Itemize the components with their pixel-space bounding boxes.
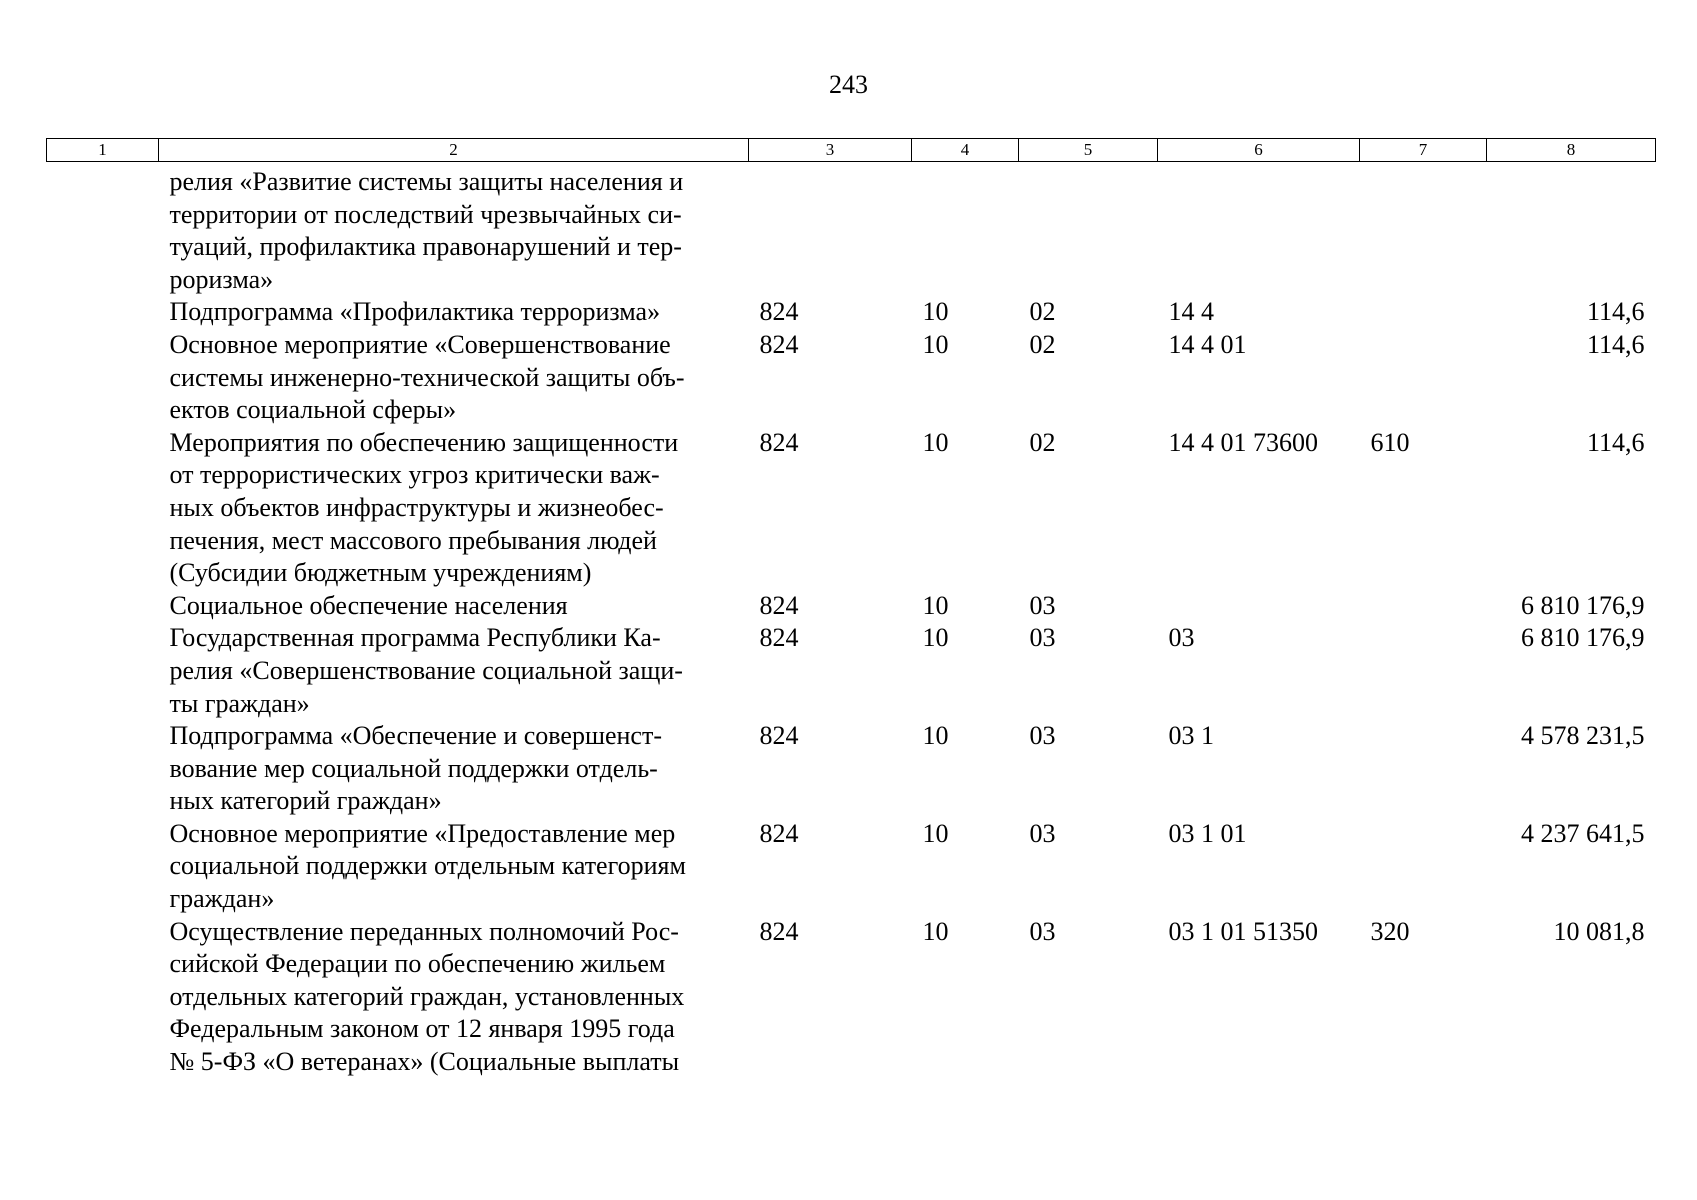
row-col1-cell — [47, 590, 159, 623]
row-col1-cell — [47, 162, 159, 297]
amount-cell: 6 810 176,9 — [1521, 590, 1645, 620]
description-line: (Субсидии бюджетным учреждениям) — [169, 558, 592, 588]
target-article-cell: 14 4 — [1168, 297, 1214, 327]
description-line: релия «Совершенствование социальной защи- — [169, 655, 683, 685]
subsection-code-cell: 03 — [1029, 916, 1056, 946]
expense-type-cell — [1360, 818, 1487, 916]
row-col1-cell — [47, 622, 159, 720]
description-line: от террористических угроз критически важ- — [169, 460, 660, 490]
admin-code-cell: 824 — [759, 427, 799, 457]
description-line: Федеральным законом от 12 января 1995 года — [169, 1014, 675, 1044]
description-line: территории от последствий чрезвычайных си- — [169, 199, 682, 229]
table-row — [47, 329, 1656, 427]
expense-type-cell: 610 — [1370, 427, 1410, 457]
description-line: социальной поддержки отдельным категориям — [169, 851, 686, 881]
description-line: печения, мест массового пребывания людей — [169, 525, 657, 555]
description-line: Социальное обеспечение населения — [169, 590, 568, 620]
description-cell — [159, 427, 749, 590]
target-article-cell: 03 1 01 — [1168, 818, 1247, 848]
subsection-code-cell: 03 — [1029, 818, 1056, 848]
description-line: сийской Федерации по обеспечению жильем — [169, 949, 666, 979]
description-line: ных категорий граждан» — [169, 786, 442, 816]
row-col1-cell — [47, 916, 159, 1079]
description-cell — [159, 162, 749, 297]
section-code-cell: 10 — [922, 818, 949, 848]
target-article-cell — [1158, 590, 1360, 623]
table-row — [47, 720, 1656, 818]
admin-code-cell: 824 — [759, 916, 799, 946]
description-line: Мероприятия по обеспечению защищенности — [169, 427, 679, 457]
target-article-cell: 03 1 — [1168, 721, 1214, 751]
description-cell — [159, 329, 749, 427]
row-col1-cell — [47, 427, 159, 590]
target-article-cell: 14 4 01 73600 — [1168, 427, 1318, 457]
subsection-code-cell: 03 — [1029, 623, 1056, 653]
target-article-cell: 14 4 01 — [1168, 329, 1247, 359]
description-line: Подпрограмма «Обеспечение и совершенст- — [169, 721, 662, 751]
admin-code-cell: 824 — [759, 329, 799, 359]
subsection-code-cell: 02 — [1029, 427, 1056, 457]
amount-cell: 4 237 641,5 — [1521, 818, 1645, 848]
expense-type-cell — [1360, 590, 1487, 623]
row-col1-cell — [47, 296, 159, 329]
expense-type-cell — [1360, 622, 1487, 720]
description-cell — [159, 818, 749, 916]
description-line: ектов социальной сферы» — [169, 395, 457, 425]
subsection-code-cell: 03 — [1029, 590, 1056, 620]
expense-type-cell — [1360, 296, 1487, 329]
section-code-cell: 10 — [922, 329, 949, 359]
admin-code-cell: 824 — [759, 590, 799, 620]
section-code-cell: 10 — [922, 623, 949, 653]
description-line: Основное мероприятие «Предоставление мер — [169, 818, 676, 848]
table-row — [47, 590, 1656, 623]
table-body — [47, 162, 1656, 1079]
description-line: системы инженерно-технической защиты объ- — [169, 362, 685, 392]
amount-cell — [1487, 162, 1656, 297]
description-line: отдельных категорий граждан, установленных — [169, 981, 685, 1011]
column-header-1: 1 — [47, 139, 159, 162]
description-line: № 5-ФЗ «О ветеранах» (Социальные выплаты — [169, 1047, 680, 1077]
description-cell — [159, 296, 749, 329]
subsection-code-cell: 03 — [1029, 721, 1056, 751]
amount-cell: 114,6 — [1586, 427, 1645, 457]
page-number: 243 — [829, 70, 868, 99]
section-code-cell: 10 — [922, 590, 949, 620]
admin-code-cell: 824 — [759, 623, 799, 653]
row-col1-cell — [47, 720, 159, 818]
budget-table — [46, 138, 1656, 1079]
table-row — [47, 818, 1656, 916]
target-article-cell: 03 — [1168, 623, 1195, 653]
description-line: ты граждан» — [169, 688, 310, 718]
target-article-cell — [1158, 162, 1360, 297]
expense-type-cell: 320 — [1370, 916, 1410, 946]
amount-cell: 4 578 231,5 — [1521, 721, 1645, 751]
section-code-cell — [912, 162, 1019, 297]
section-code-cell: 10 — [922, 297, 949, 327]
amount-cell: 114,6 — [1586, 297, 1645, 327]
description-cell — [159, 720, 749, 818]
column-header-5: 5 — [1019, 139, 1158, 162]
description-line: роризма» — [169, 264, 274, 294]
column-header-8: 8 — [1487, 139, 1656, 162]
admin-code-cell: 824 — [759, 297, 799, 327]
expense-type-cell — [1360, 720, 1487, 818]
description-line: Государственная программа Республики Ка- — [169, 623, 661, 653]
table-row — [47, 296, 1656, 329]
amount-cell: 6 810 176,9 — [1521, 623, 1645, 653]
description-line: туаций, профилактика правонарушений и тер- — [169, 232, 682, 262]
admin-code-cell: 824 — [759, 818, 799, 848]
table-row — [47, 162, 1656, 297]
section-code-cell: 10 — [922, 427, 949, 457]
column-number-header-row — [47, 139, 1656, 162]
row-col1-cell — [47, 818, 159, 916]
description-line: Подпрограмма «Профилактика терроризма» — [169, 297, 661, 327]
description-line: вование мер социальной поддержки отдель- — [169, 753, 658, 783]
description-cell — [159, 590, 749, 623]
section-code-cell: 10 — [922, 721, 949, 751]
description-line: ных объектов инфраструктуры и жизнеобес- — [169, 492, 664, 522]
column-header-3: 3 — [749, 139, 912, 162]
target-article-cell: 03 1 01 51350 — [1168, 916, 1318, 946]
amount-cell: 114,6 — [1586, 329, 1645, 359]
table-row — [47, 916, 1656, 1079]
expense-type-cell — [1360, 162, 1487, 297]
description-line: граждан» — [169, 884, 275, 914]
description-cell — [159, 622, 749, 720]
subsection-code-cell — [1019, 162, 1158, 297]
admin-code-cell: 824 — [759, 721, 799, 751]
row-col1-cell — [47, 329, 159, 427]
column-header-4: 4 — [912, 139, 1019, 162]
table-row — [47, 427, 1656, 590]
section-code-cell: 10 — [922, 916, 949, 946]
admin-code-cell — [749, 162, 912, 297]
column-header-2: 2 — [159, 139, 749, 162]
description-line: релия «Развитие системы защиты населения и — [169, 167, 684, 196]
subsection-code-cell: 02 — [1029, 329, 1056, 359]
column-header-6: 6 — [1158, 139, 1360, 162]
description-line: Основное мероприятие «Совершенствование — [169, 329, 671, 359]
column-header-7: 7 — [1360, 139, 1487, 162]
description-line: Осуществление переданных полномочий Рос- — [169, 916, 679, 946]
expense-type-cell — [1360, 329, 1487, 427]
table-row — [47, 622, 1656, 720]
subsection-code-cell: 02 — [1029, 297, 1056, 327]
description-cell — [159, 916, 749, 1079]
amount-cell: 10 081,8 — [1553, 916, 1645, 946]
